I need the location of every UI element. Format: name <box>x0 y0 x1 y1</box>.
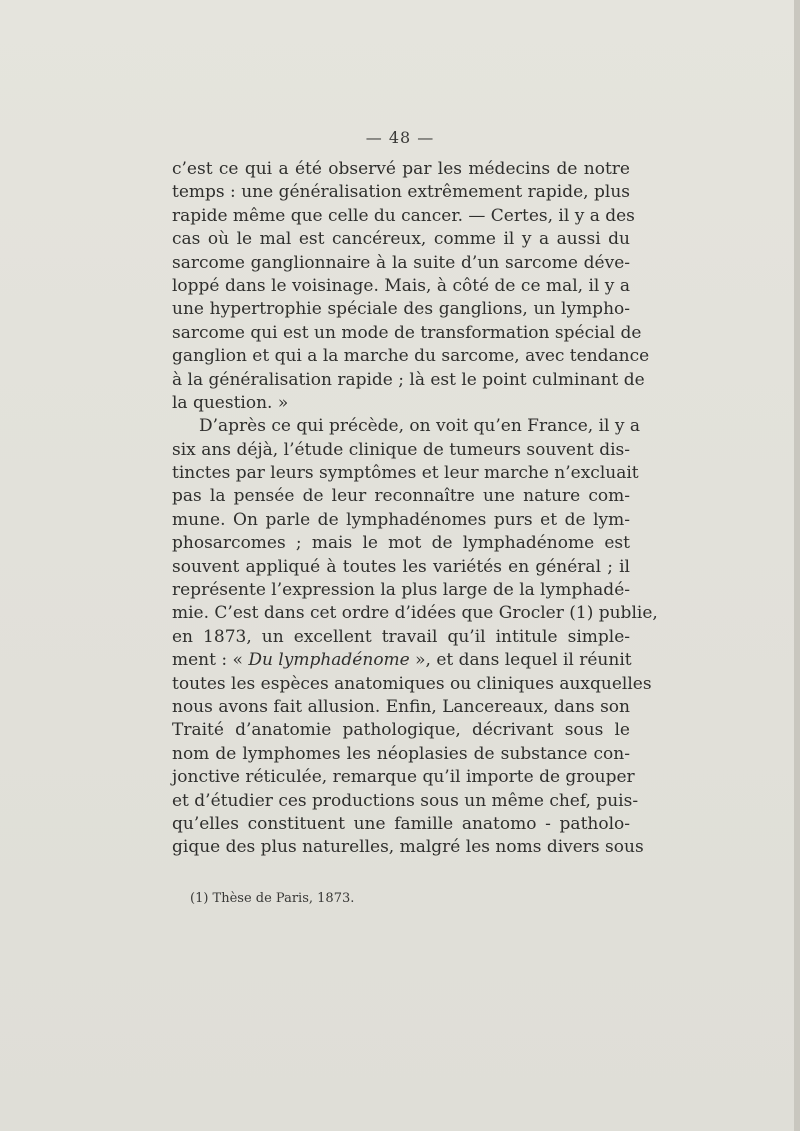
footnote: (1) Thèse de Paris, 1873. <box>190 891 355 906</box>
page-number: — 48 — <box>365 128 435 147</box>
text-line: c’est ce qui a été observé par les médecins de notre <box>172 159 630 179</box>
text-line: sarcome ganglionnaire à la suite d’un sarcome déve- <box>172 252 630 273</box>
text-line: loppé dans le voisinage. Mais, à côté de ce mal, il y a <box>172 275 630 296</box>
text-line: nous avons fait allusion. Enfin, Lancereaux, dans son <box>172 696 630 717</box>
text-line: D’après ce qui précède, on voit qu’en France, il y a <box>199 416 640 437</box>
text-line: souvent appliqué à toutes les variétés en général ; il <box>172 556 630 577</box>
body-text <box>172 158 658 860</box>
italic-book-title: Du lymphadénome <box>248 650 410 671</box>
text-line-with-title <box>172 649 630 672</box>
text-line: et d’étudier ces productions sous un même chef, puis- <box>172 790 639 811</box>
text-line: la question. » <box>172 392 289 413</box>
text-line: pas la pensée de leur reconnaître une nature com- <box>172 486 630 507</box>
text-line: phosarcomes ; mais le mot de lymphadénome est <box>172 533 630 554</box>
text-line: temps : une généralisation extrêmement rapide, plus <box>172 182 630 203</box>
text-line: gique des plus naturelles, malgré les noms divers sous <box>172 837 644 858</box>
text-line: toutes les espèces anatomiques ou cliniques auxquelles <box>172 673 652 694</box>
text-line: mune. On parle de lymphadénomes purs et de lym- <box>172 509 630 530</box>
text-line: à la généralisation rapide ; là est le point culminant de <box>172 369 645 390</box>
text-line: tinctes par leurs symptômes et leur marche n’excluait <box>172 463 639 484</box>
text-line: Traité d’anatomie pathologique, décrivant sous le <box>172 720 630 741</box>
text-line: représente l’expression la plus large de la lymphadé- <box>172 580 630 601</box>
text-line: qu’elles constituent une famille anatomo - patholo- <box>172 813 630 834</box>
text-line: ganglion et qui a la marche du sarcome, avec tendance <box>172 346 650 367</box>
text-line: en 1873, un excellent travail qu’il intitule simple- <box>172 626 630 647</box>
text-line: nom de lymphomes les néoplasies de substance con- <box>172 743 630 764</box>
page-edge <box>794 0 800 1131</box>
text-line: cas où le mal est cancéreux, comme il y a aussi du <box>172 229 630 250</box>
text-line: jonctive réticulée, remarque qu’il importe de grouper <box>172 767 635 788</box>
text-fragment: », et dans lequel il réunit <box>409 650 632 671</box>
text-line: six ans déjà, l’étude clinique de tumeurs souvent dis- <box>172 439 630 460</box>
text-line: sarcome qui est un mode de transformation spécial de <box>172 322 642 343</box>
text-line: rapide même que celle du cancer. — Certes, il y a des <box>172 205 635 226</box>
text-fragment: ment : « <box>172 650 249 671</box>
text-line: une hypertrophie spéciale des ganglions, un lympho- <box>172 299 630 320</box>
text-line: mie. C’est dans cet ordre d’idées que Grocler (1) publie, <box>172 603 658 624</box>
